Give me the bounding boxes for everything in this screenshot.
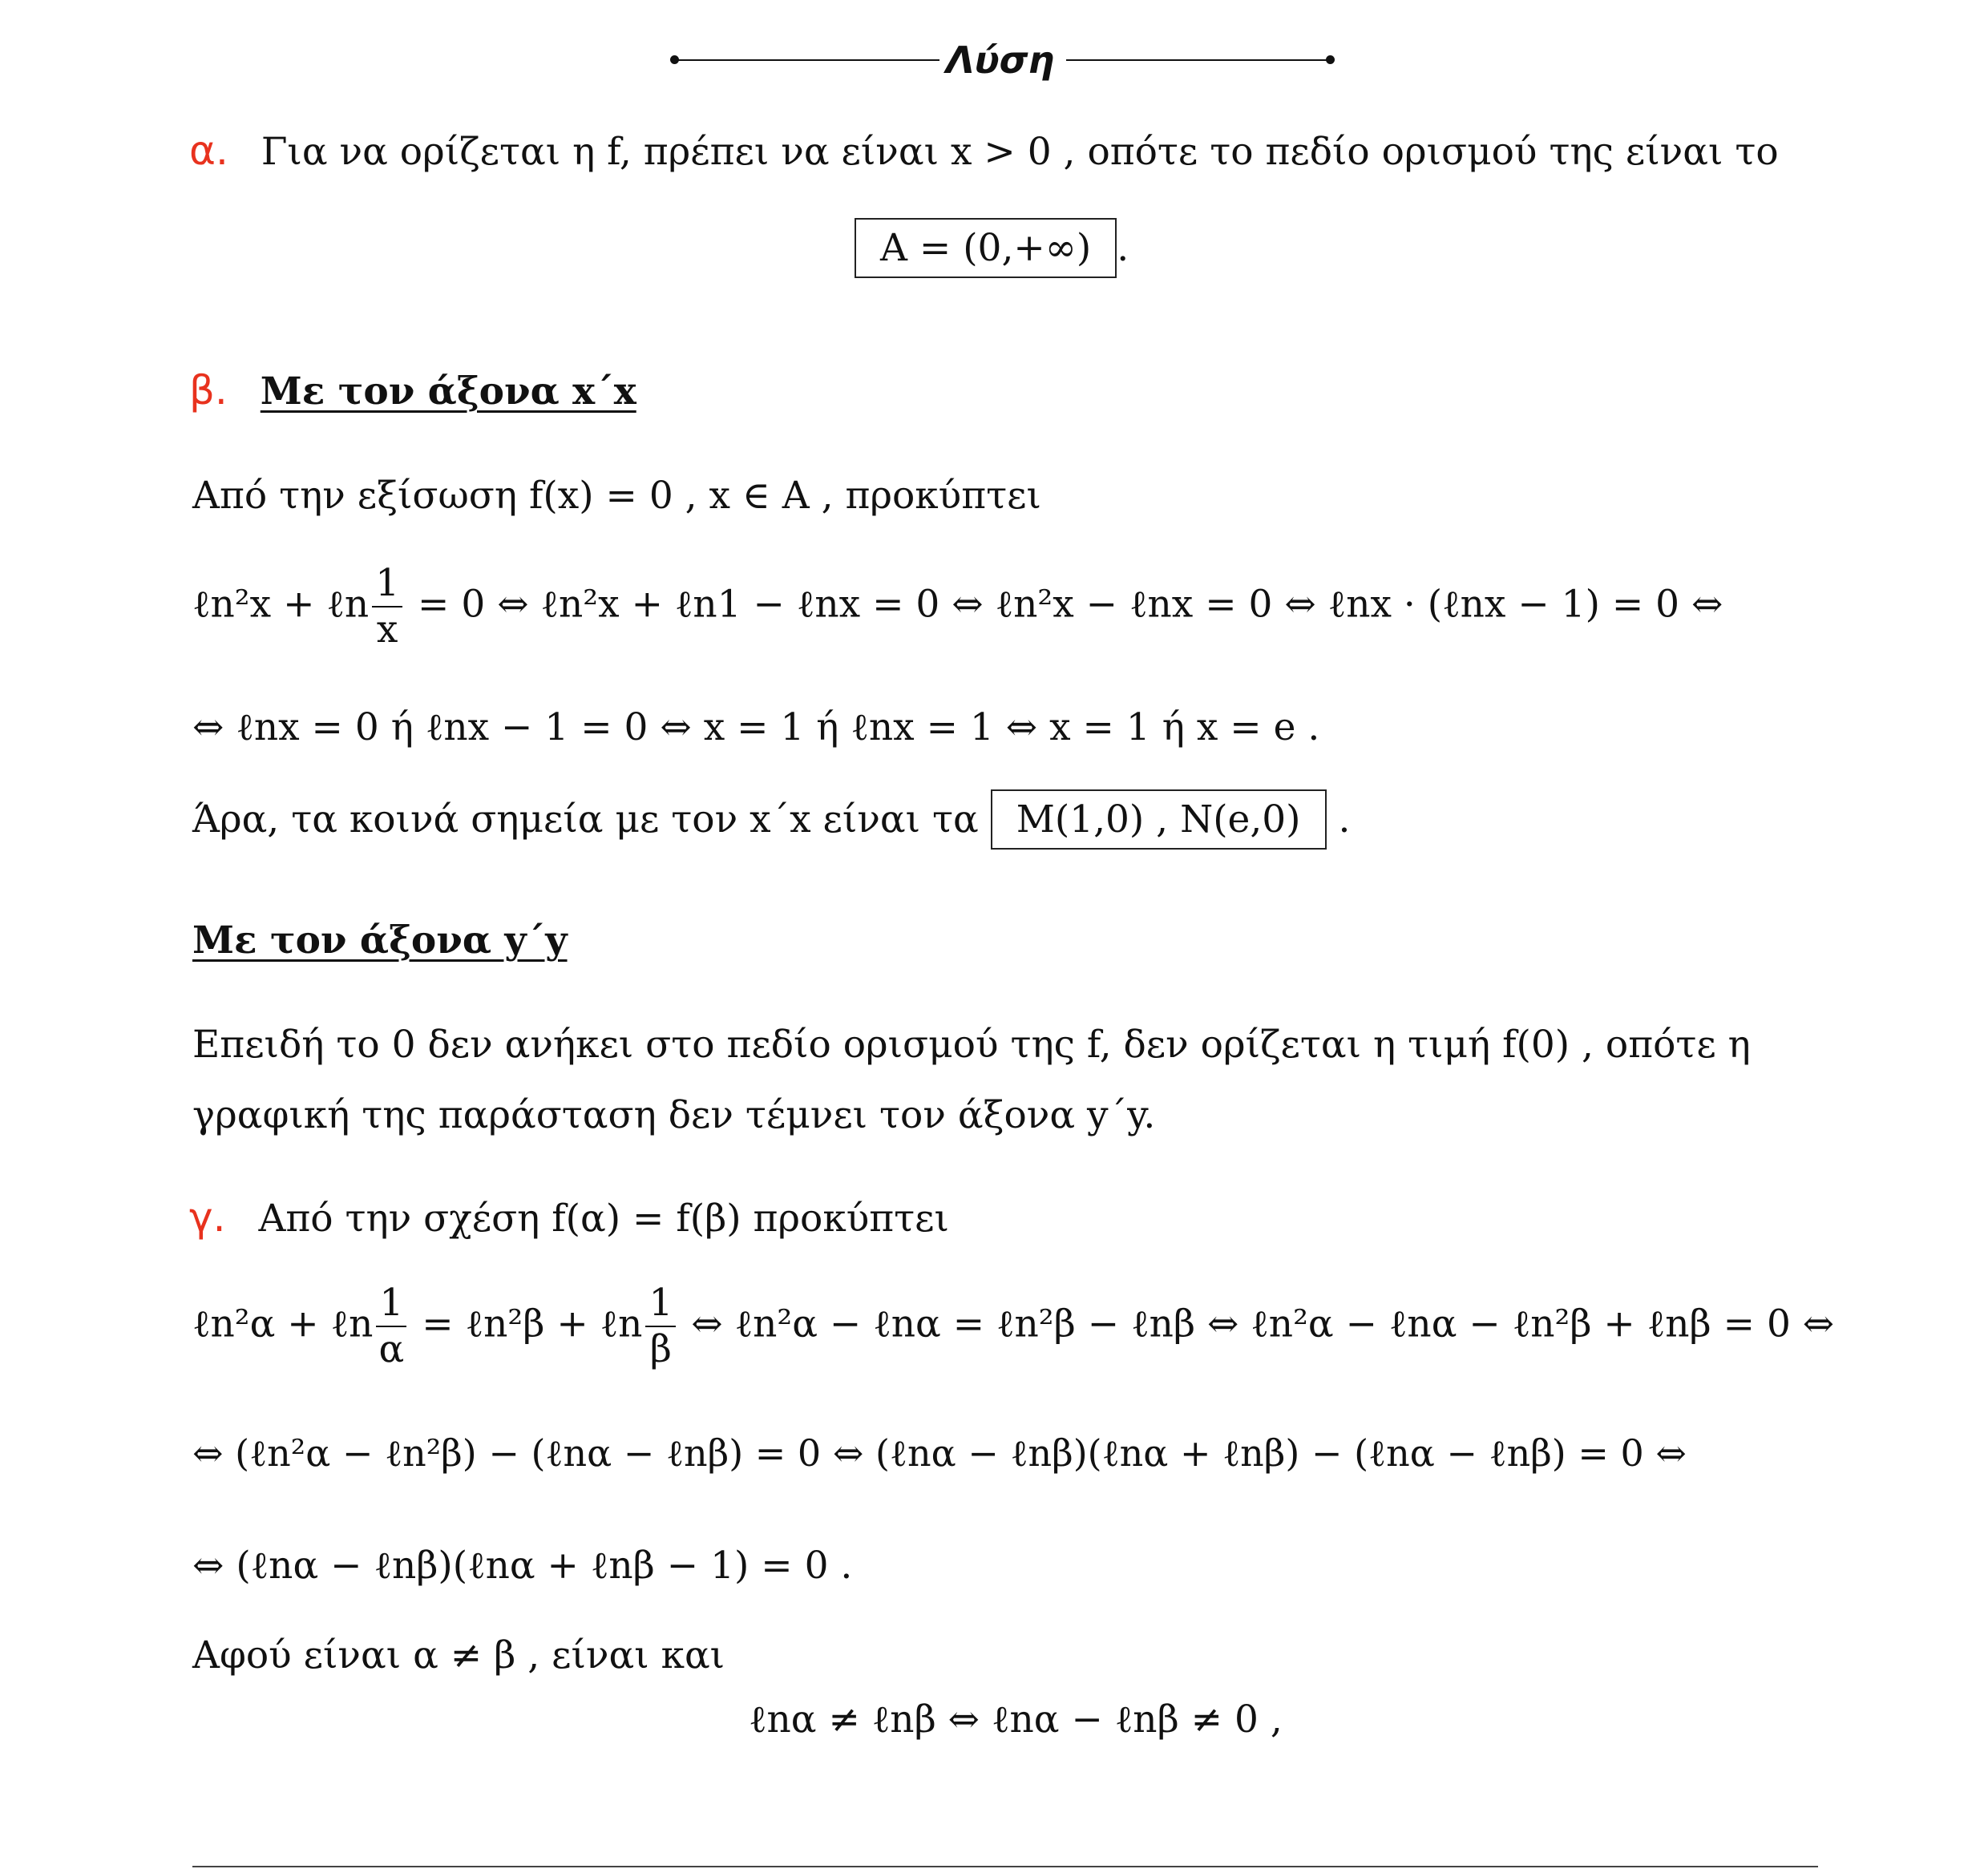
heading-x-axis: Με τον άξονα x΄x bbox=[260, 369, 636, 414]
part-c-since: Αφού είναι α ≠ β , είναι και bbox=[192, 1633, 725, 1677]
part-c-equation-1 bbox=[192, 1281, 1834, 1373]
part-c-label: γ. bbox=[189, 1194, 226, 1241]
y-axis-text-1: Επειδή το 0 δεν ανήκει στο πεδίο ορισμού της f, δεν ορίζεται η τιμή f(0) , οπότε η bbox=[192, 1023, 1751, 1067]
fraction-numerator: 1 bbox=[645, 1281, 676, 1327]
footer-rule bbox=[192, 1866, 1818, 1867]
part-c-line bbox=[189, 1194, 949, 1241]
fraction-denominator: α bbox=[378, 1327, 405, 1372]
header-left-rule bbox=[675, 59, 939, 61]
eq1-lhs: ℓn²x + ℓn bbox=[192, 582, 370, 627]
fraction-1-over-alpha bbox=[376, 1281, 406, 1373]
solution-header bbox=[0, 38, 1988, 82]
part-a-line bbox=[189, 127, 1779, 174]
heading-y-axis bbox=[192, 918, 568, 963]
domain-box: A = (0,+∞) bbox=[855, 218, 1117, 278]
fraction-numerator: 1 bbox=[376, 1281, 406, 1327]
heading-y-axis-text: Με τον άξονα y΄y bbox=[192, 918, 568, 963]
part-b-intro: Από την εξίσωση f(x) = 0 , x ∈ A , προκύπτει bbox=[192, 474, 1041, 518]
c-eq1-part2: = ℓn²β + ℓn bbox=[410, 1302, 643, 1346]
c-eq1-part1: ℓn²α + ℓn bbox=[192, 1302, 374, 1346]
points-box: M(1,0) , N(e,0) bbox=[991, 789, 1327, 850]
fraction-denominator: β bbox=[649, 1327, 672, 1372]
conclusion-period: . bbox=[1326, 797, 1351, 842]
part-b-equation-1 bbox=[192, 561, 1723, 653]
header-title: Λύση bbox=[946, 38, 1055, 82]
part-c-intro: Από την σχέση f(α) = f(β) προκύπτει bbox=[258, 1197, 949, 1241]
part-c-equation-4: ℓnα ≠ ℓnβ ⇔ ℓnα − ℓnβ ≠ 0 , bbox=[749, 1697, 1283, 1742]
part-b-conclusion bbox=[192, 789, 1350, 850]
part-b-label: β. bbox=[189, 367, 228, 414]
eq1-rhs: = 0 ⇔ ℓn²x + ℓn1 − ℓnx = 0 ⇔ ℓn²x − ℓnx = 0 ⇔ ℓnx · (ℓnx − 1) = 0 ⇔ bbox=[406, 582, 1723, 627]
fraction-1-over-x bbox=[372, 561, 402, 653]
part-c-equation-2: ⇔ (ℓn²α − ℓn²β) − (ℓnα − ℓnβ) = 0 ⇔ (ℓnα − ℓnβ)(ℓnα + ℓnβ) − (ℓnα − ℓnβ) = 0 ⇔ bbox=[192, 1431, 1687, 1475]
part-a-label: α. bbox=[189, 127, 228, 174]
part-b-heading-line bbox=[189, 367, 636, 414]
part-c-equation-3: ⇔ (ℓnα − ℓnβ)(ℓnα + ℓnβ − 1) = 0 . bbox=[192, 1544, 853, 1588]
y-axis-text-2: γραφική της παράσταση δεν τέμνει τον άξονα y΄y. bbox=[192, 1093, 1156, 1137]
header-right-dot bbox=[1326, 55, 1335, 64]
domain-period: . bbox=[1117, 226, 1129, 270]
fraction-numerator: 1 bbox=[372, 561, 402, 608]
part-b-equation-2: ⇔ ℓnx = 0 ή ℓnx − 1 = 0 ⇔ x = 1 ή ℓnx = 1 ⇔ x = 1 ή x = e . bbox=[192, 705, 1320, 749]
conclusion-text: Άρα, τα κοινά σημεία με τον x΄x είναι τα bbox=[192, 797, 991, 842]
header-right-rule bbox=[1066, 59, 1331, 61]
part-a-domain bbox=[855, 218, 1129, 278]
part-a-text: Για να ορίζεται η f, πρέπει να είναι x > 0 , οπότε το πεδίο ορισμού της είναι το bbox=[261, 130, 1779, 174]
c-eq1-part3: ⇔ ℓn²α − ℓnα = ℓn²β − ℓnβ ⇔ ℓn²α − ℓnα − ℓn²β + ℓnβ = 0 ⇔ bbox=[679, 1302, 1835, 1346]
fraction-1-over-beta bbox=[645, 1281, 676, 1373]
fraction-denominator: x bbox=[376, 608, 398, 652]
